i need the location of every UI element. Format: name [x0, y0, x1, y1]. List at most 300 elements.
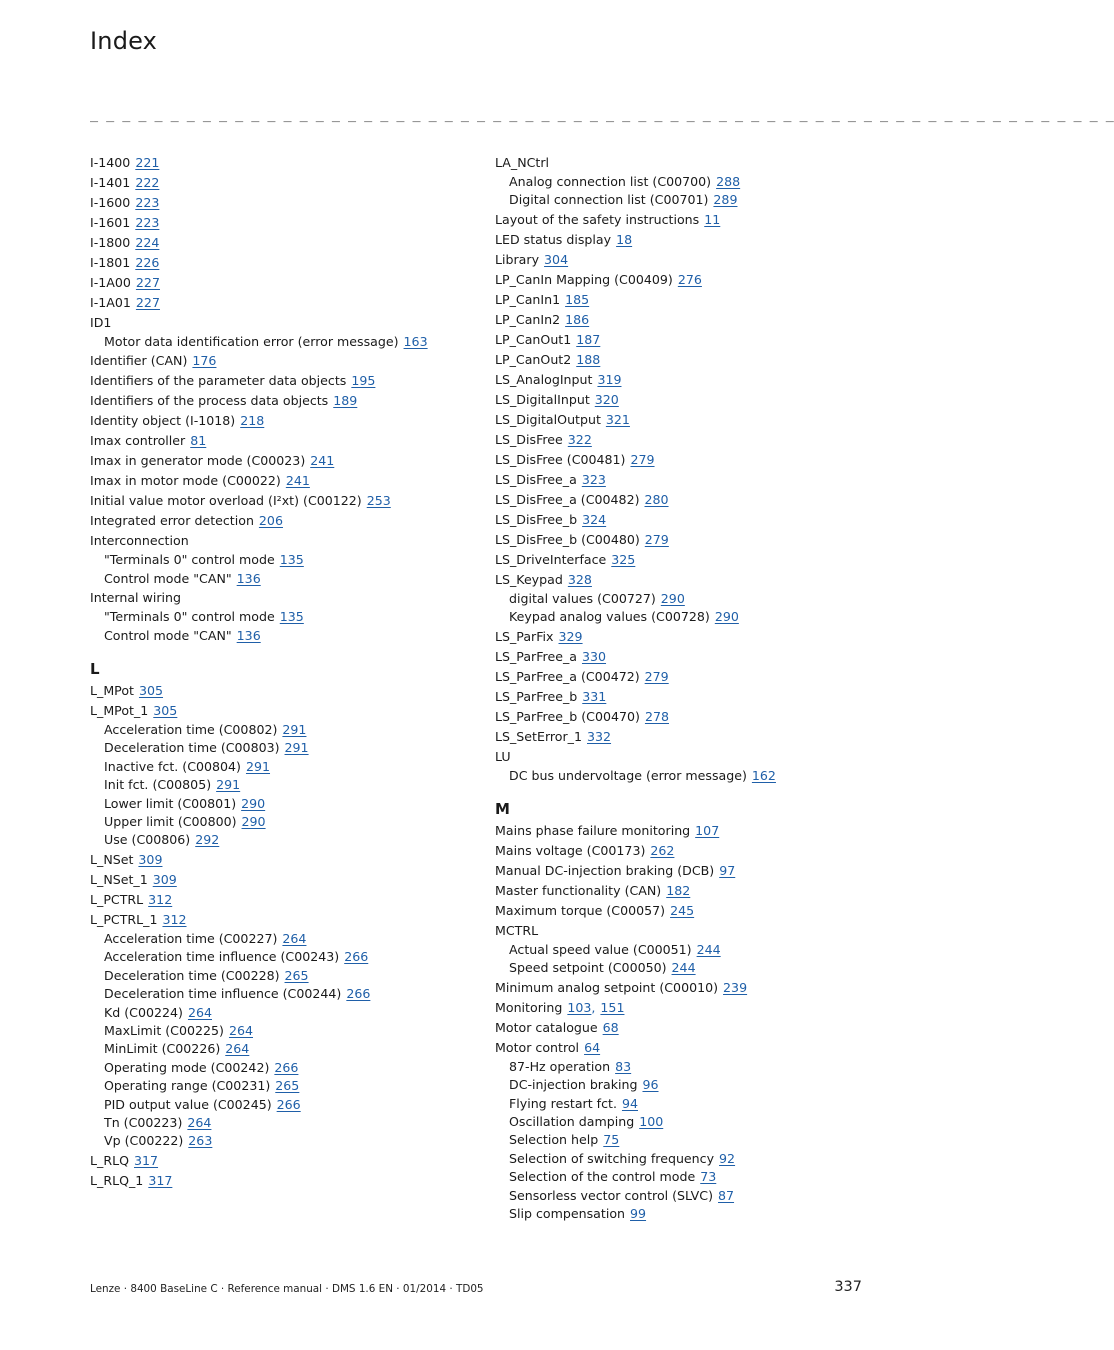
page-link[interactable]: 292 [195, 832, 220, 848]
page-link[interactable]: 309 [138, 851, 163, 867]
index-entry [495, 821, 875, 841]
index-term: LS_DisFree (C00481) [495, 451, 626, 467]
index-term: PID output value (C00245) [104, 1096, 272, 1112]
index-term: Integrated error detection [90, 513, 254, 529]
page-link[interactable]: 320 [594, 391, 619, 407]
index-term: LS_Keypad [495, 571, 563, 587]
index-term: Initial value motor overload (I²xt) (C00122) [90, 493, 362, 509]
index-subentry [90, 795, 480, 813]
index-subentry [90, 1096, 480, 1114]
index-term: ID1 [90, 315, 112, 330]
page-link[interactable]: 241 [285, 473, 310, 489]
page-link[interactable]: 162 [751, 767, 776, 783]
page-link[interactable]: 265 [275, 1078, 300, 1094]
index-term: Vp (C00222) [104, 1133, 184, 1149]
page-link[interactable]: 223 [135, 215, 160, 230]
page-link[interactable]: 279 [644, 531, 669, 547]
index-subentry [90, 758, 480, 776]
index-entry [90, 253, 480, 273]
index-term: Lower limit (C00801) [104, 795, 237, 811]
index-entry [495, 350, 875, 370]
index-term: Maximum torque (C00057) [495, 903, 666, 919]
index-entry [90, 491, 480, 511]
index-entry [495, 1038, 875, 1058]
index-term: Imax in generator mode (C00023) [90, 453, 306, 469]
page-link[interactable]: 244 [671, 960, 696, 976]
index-entry: Monitoring 103, 151 [495, 999, 625, 1015]
index-term: Acceleration time influence (C00243) [104, 949, 340, 965]
page-link[interactable]: 188 [576, 351, 601, 367]
index-subentry [90, 1004, 480, 1022]
index-entry [495, 470, 875, 490]
page-link[interactable]: 329 [558, 628, 583, 644]
page-link[interactable]: 264 [187, 1004, 212, 1020]
index-term: DC-injection braking [509, 1077, 638, 1093]
index-entry [495, 647, 875, 667]
index-term: L_PCTRL [90, 891, 144, 907]
index-entry [495, 330, 875, 350]
index-term: Speed setpoint (C00050) [509, 960, 667, 976]
index-entry [495, 510, 875, 530]
index-subentry [495, 1205, 875, 1223]
index-subentry [495, 959, 875, 977]
index-entry [495, 270, 875, 290]
index-entry [495, 687, 875, 707]
index-term: Slip compensation [509, 1206, 626, 1222]
index-subentry [495, 1131, 875, 1149]
page-link[interactable]: 325 [611, 551, 636, 567]
page-link[interactable]: 266 [346, 986, 371, 1002]
index-term: LP_CanIn1 [495, 291, 561, 307]
index-term: Control mode "CAN" [104, 570, 232, 586]
page-link[interactable]: 304 [544, 251, 569, 267]
index-term: LP_CanOut1 [495, 331, 572, 347]
page-link[interactable]: 264 [228, 1022, 253, 1038]
index-term: Digital connection list (C00701) [509, 192, 709, 208]
index-term: Minimum analog setpoint (C00010) [495, 979, 719, 995]
index-term: Imax controller [90, 433, 186, 449]
index-term: Selection of switching frequency [509, 1150, 715, 1166]
page-link[interactable]: 218 [240, 413, 265, 429]
page-link[interactable]: 94 [621, 1095, 638, 1111]
index-term: Manual DC-injection braking (DCB) [495, 863, 715, 879]
index-entry [495, 921, 875, 941]
page-link[interactable]: 222 [135, 175, 160, 190]
page-link[interactable]: 279 [644, 668, 669, 684]
index-entry [495, 290, 875, 310]
page-link[interactable]: 206 [258, 513, 283, 529]
index-subentry [495, 941, 875, 959]
index-term: LS_ParFree_b [495, 688, 578, 704]
index-term: MaxLimit (C00225) [104, 1022, 224, 1038]
index-term: Identifiers of the process data objects [90, 393, 329, 409]
index-term: MCTRL [495, 923, 539, 939]
index-subentry [495, 191, 875, 209]
page-link[interactable]: 103 [567, 999, 592, 1015]
index-term: I-1A01 [90, 295, 131, 310]
index-entry [90, 870, 480, 890]
page-link[interactable]: 322 [567, 431, 592, 447]
page-link[interactable]: 290 [660, 590, 685, 606]
index-term: LS_DriveInterface [495, 551, 607, 567]
page-link[interactable]: 309 [152, 871, 177, 887]
page-link[interactable]: 100 [639, 1114, 664, 1130]
page-link[interactable]: 319 [597, 371, 622, 387]
index-term: LS_ParFree_a (C00472) [495, 668, 640, 684]
page-link[interactable]: 163 [403, 334, 428, 349]
index-subentry [90, 1114, 480, 1132]
page-link[interactable]: 97 [719, 863, 736, 879]
page-link[interactable]: 278 [644, 708, 669, 724]
index-term: LS_DisFree_a (C00482) [495, 491, 640, 507]
index-subentry [90, 1022, 480, 1040]
page-link[interactable]: 64 [584, 1039, 601, 1055]
index-term: Master functionality (CAN) [495, 883, 662, 899]
index-subentry [495, 1168, 875, 1186]
page-link[interactable]: 324 [582, 511, 607, 527]
page-link[interactable]: 239 [723, 979, 748, 995]
index-term: Identity object (I-1018) [90, 413, 236, 429]
index-subentry [90, 1059, 480, 1077]
index-entry [495, 153, 875, 173]
page-link[interactable]: 291 [245, 758, 271, 774]
index-term: "Terminals 0" control mode [104, 552, 275, 568]
index-entry [495, 310, 875, 330]
index-entry [90, 451, 480, 471]
index-entry [495, 370, 875, 390]
index-subentry [90, 608, 480, 626]
index-term: LS_ParFree_a [495, 648, 577, 664]
page-link[interactable]: 289 [713, 192, 738, 208]
page-link[interactable]: 291 [282, 722, 307, 738]
index-term: Motor catalogue [495, 1019, 598, 1035]
index-subentry [90, 721, 480, 739]
page-link[interactable]: 107 [695, 823, 720, 839]
index-subentry [495, 173, 875, 191]
index-subentry [90, 627, 480, 645]
page-link[interactable]: 87 [718, 1187, 735, 1203]
page-link[interactable]: 332 [587, 728, 612, 744]
index-term: Identifiers of the parameter data objects [90, 373, 347, 389]
index-term: Actual speed value (C00051) [509, 942, 692, 958]
page-link[interactable]: 92 [719, 1150, 736, 1166]
index-term: Control mode "CAN" [104, 627, 232, 643]
index-term: LP_CanIn2 [495, 311, 561, 327]
index-entry [90, 351, 480, 371]
index-term: Init fct. (C00805) [104, 777, 212, 793]
index-entry [90, 233, 480, 253]
page-link[interactable]: 266 [344, 949, 369, 965]
index-entry [495, 747, 875, 767]
index-term: LS_ParFix [495, 628, 554, 644]
page-link[interactable]: 189 [333, 393, 358, 409]
index-entry [90, 391, 480, 411]
index-subentry [90, 831, 480, 849]
index-entry [90, 531, 480, 551]
index-entry [90, 313, 480, 333]
index-term: Oscillation damping [509, 1114, 635, 1130]
page-link[interactable]: 226 [135, 255, 160, 270]
page-link[interactable]: 305 [153, 703, 178, 719]
index-term: 87-Hz operation [509, 1058, 611, 1074]
page-link[interactable]: 330 [581, 648, 607, 664]
index-term: Tn (C00223) [104, 1114, 183, 1130]
page-link[interactable]: 276 [677, 271, 702, 287]
index-term: I-1A00 [90, 275, 131, 290]
index-term: LS_AnalogInput [495, 371, 593, 387]
page-link[interactable]: 224 [135, 235, 160, 250]
index-entry [495, 410, 875, 430]
page-link[interactable]: 317 [148, 1172, 173, 1188]
page-link[interactable]: 264 [225, 1041, 250, 1057]
page-link[interactable]: 263 [188, 1133, 213, 1149]
page-link[interactable]: 312 [162, 911, 187, 927]
index-term: I-1601 [90, 215, 131, 230]
page-title: Index [90, 27, 158, 55]
index-term: Imax in motor mode (C00022) [90, 473, 281, 489]
index-entry [495, 390, 875, 410]
index-entry [90, 910, 480, 930]
index-entry [90, 890, 480, 910]
index-subentry [90, 967, 480, 985]
page-link[interactable]: 266 [274, 1059, 299, 1075]
index-entry [90, 173, 480, 193]
page-link[interactable]: 151 [600, 999, 625, 1015]
index-entry [90, 588, 480, 608]
index-entry [495, 450, 875, 470]
index-subentry [90, 333, 480, 351]
index-entry [495, 550, 875, 570]
index-term: Acceleration time (C00227) [104, 930, 278, 946]
index-term: Motor data identification error (error message) [104, 334, 399, 349]
page-link[interactable]: 135 [279, 609, 304, 625]
index-term: LS_DigitalInput [495, 391, 590, 407]
index-term: LP_CanOut2 [495, 351, 572, 367]
index-entry [495, 881, 875, 901]
page-link[interactable]: 279 [630, 451, 655, 467]
index-entry [495, 530, 875, 550]
index-term: LS_DisFree_a [495, 471, 577, 487]
index-subentry [495, 767, 875, 785]
page-link[interactable]: 323 [581, 471, 606, 487]
index-term: "Terminals 0" control mode [104, 609, 275, 625]
page-link[interactable]: 11 [704, 211, 721, 227]
page-link[interactable]: 290 [241, 795, 266, 811]
index-term: Use (C00806) [104, 832, 191, 848]
index-term: Operating range (C00231) [104, 1078, 271, 1094]
index-subentry [90, 570, 480, 588]
page-link[interactable]: 245 [670, 903, 695, 919]
index-entry [90, 1151, 480, 1171]
page-link[interactable]: 73 [700, 1169, 717, 1185]
header-divider: _ _ _ _ _ _ _ _ _ _ _ _ _ _ _ _ _ _ _ _ _ _ _ _ _ _ _ _ _ _ _ _ _ _ _ _ _ _ _ _ _ _ _ _ _ _ _ _ _ _ _ _ _ _ _ _ _ _ _ _ _ _ _ _ [90, 108, 1114, 123]
index-term: Library [495, 251, 540, 267]
index-term: Kd (C00224) [104, 1004, 183, 1020]
page-link[interactable]: 136 [236, 627, 261, 643]
index-entry [90, 293, 480, 313]
index-entry [495, 627, 875, 647]
index-entry [495, 250, 875, 270]
page-link[interactable]: 195 [351, 373, 376, 389]
index-entry [90, 193, 480, 213]
page-link[interactable]: 185 [565, 291, 590, 307]
index-letter-heading: L [90, 660, 100, 679]
page-link[interactable]: 83 [615, 1058, 632, 1074]
page-link[interactable]: 241 [310, 453, 335, 469]
index-term: Selection of the control mode [509, 1169, 696, 1185]
index-term: Deceleration time (C00803) [104, 740, 280, 756]
page-link[interactable]: 331 [582, 688, 607, 704]
index-entry [90, 371, 480, 391]
index-term: Acceleration time (C00802) [104, 722, 278, 738]
index-term: LED status display [495, 231, 612, 247]
page-link[interactable]: 81 [190, 433, 207, 449]
index-term: Mains voltage (C00173) [495, 843, 646, 859]
index-term: LS_SetError_1 [495, 728, 582, 744]
index-entry [90, 681, 480, 701]
index-term: Layout of the safety instructions [495, 211, 700, 227]
index-entry [495, 861, 875, 881]
index-term: L_PCTRL_1 [90, 911, 158, 927]
index-entry [90, 213, 480, 233]
index-entry [495, 978, 875, 998]
index-term: Sensorless vector control (SLVC) [509, 1187, 714, 1203]
index-subentry [495, 1113, 875, 1131]
page-link[interactable]: 280 [644, 491, 669, 507]
index-entry [90, 701, 480, 721]
index-term: Keypad analog values (C00728) [509, 609, 710, 625]
page-link[interactable]: 317 [134, 1152, 159, 1168]
footer-text: Lenze · 8400 BaseLine C · Reference manual · DMS 1.6 EN · 01/2014 · TD05 [90, 1283, 484, 1295]
index-term: L_RLQ_1 [90, 1172, 144, 1188]
page-link[interactable]: 265 [284, 967, 309, 983]
index-term: LS_ParFree_b (C00470) [495, 708, 640, 724]
page-link[interactable]: 227 [135, 275, 160, 290]
index-entry [90, 1171, 480, 1191]
page-link[interactable]: 68 [602, 1019, 619, 1035]
index-subentry [90, 551, 480, 569]
page-link[interactable]: 186 [565, 311, 590, 327]
index-entry [495, 727, 875, 747]
index-term: LS_DisFree_b (C00480) [495, 531, 640, 547]
index-entry [495, 1018, 875, 1038]
page-link[interactable]: 262 [650, 843, 675, 859]
page-link[interactable]: 290 [714, 609, 739, 625]
index-subentry [90, 948, 480, 966]
index-entry [495, 901, 875, 921]
index-term: LS_DigitalOutput [495, 411, 601, 427]
page-link[interactable]: 321 [605, 411, 630, 427]
index-term: I-1600 [90, 195, 131, 210]
page-link[interactable]: 328 [567, 571, 592, 587]
index-term: LS_DisFree [495, 431, 563, 447]
page-link[interactable]: 182 [666, 883, 691, 899]
index-letter-heading: M [495, 800, 510, 819]
index-term: I-1800 [90, 235, 131, 250]
index-term: digital values (C00727) [509, 590, 656, 606]
index-subentry [90, 813, 480, 831]
index-subentry [90, 1132, 480, 1150]
index-column-left [90, 153, 480, 1191]
index-entry [90, 273, 480, 293]
index-entry [495, 430, 875, 450]
page-number: 337 [834, 1279, 862, 1295]
index-term: Operating mode (C00242) [104, 1059, 270, 1075]
page-link[interactable]: 305 [138, 683, 164, 699]
index-term: LP_CanIn Mapping (C00409) [495, 271, 673, 287]
index-entry [90, 850, 480, 870]
page-link[interactable]: 290 [241, 814, 266, 830]
page-link[interactable]: 96 [642, 1077, 659, 1093]
index-subentry [495, 608, 875, 626]
index-term: Interconnection [90, 533, 189, 549]
index-column-right [495, 153, 875, 1224]
index-term: Internal wiring [90, 590, 181, 606]
index-entry [495, 210, 875, 230]
page-link[interactable]: 264 [187, 1114, 212, 1130]
index-entry [90, 411, 480, 431]
page-link[interactable]: 136 [236, 570, 261, 586]
page-link[interactable]: 264 [282, 930, 307, 946]
index-subentry [495, 1150, 875, 1168]
page-link[interactable]: 18 [616, 231, 633, 247]
index-entry [495, 490, 875, 510]
index-entry [90, 471, 480, 491]
index-subentry [495, 1076, 875, 1094]
page-link[interactable]: 223 [135, 195, 160, 210]
page-link[interactable]: 135 [279, 552, 304, 568]
index-entry [495, 707, 875, 727]
index-term: Mains phase failure monitoring [495, 823, 691, 839]
page-link[interactable]: 187 [576, 331, 601, 347]
page-link[interactable]: 75 [603, 1132, 620, 1148]
page-link[interactable]: 244 [696, 942, 721, 958]
page-link[interactable]: 312 [148, 891, 173, 907]
index-term: I-1801 [90, 255, 131, 270]
index-term: LS_DisFree_b [495, 511, 578, 527]
index-term: L_RLQ [90, 1152, 129, 1168]
page-link[interactable]: 99 [630, 1206, 647, 1222]
index-subentry [90, 776, 480, 794]
page-link[interactable]: 288 [716, 174, 741, 189]
page-link[interactable]: 227 [135, 295, 160, 310]
page-link[interactable]: 266 [276, 1096, 301, 1112]
index-subentry [495, 1095, 875, 1113]
index-term: Selection help [509, 1132, 599, 1148]
index-subentry [495, 1187, 875, 1205]
page-link[interactable]: 176 [192, 353, 217, 369]
index-entry [90, 153, 480, 173]
index-term: Flying restart fct. [509, 1095, 617, 1111]
index-term: Motor control [495, 1039, 580, 1055]
index-term: LA_NCtrl [495, 155, 550, 170]
index-term: Identifier (CAN) [90, 353, 188, 369]
page-link[interactable]: 253 [366, 493, 391, 509]
index-entry [495, 667, 875, 687]
page-link[interactable]: 221 [135, 155, 160, 170]
index-entry [495, 570, 875, 590]
index-term: L_NSet [90, 851, 134, 867]
index-term: Deceleration time (C00228) [104, 967, 280, 983]
index-entry [90, 511, 480, 531]
index-term: Inactive fct. (C00804) [104, 758, 241, 774]
page-link[interactable]: 291 [284, 740, 309, 756]
index-subentry [90, 1040, 480, 1058]
index-subentry [90, 739, 480, 757]
page-link[interactable]: 291 [216, 777, 241, 793]
index-subentry [90, 985, 480, 1003]
index-term: Deceleration time influence (C00244) [104, 986, 342, 1002]
